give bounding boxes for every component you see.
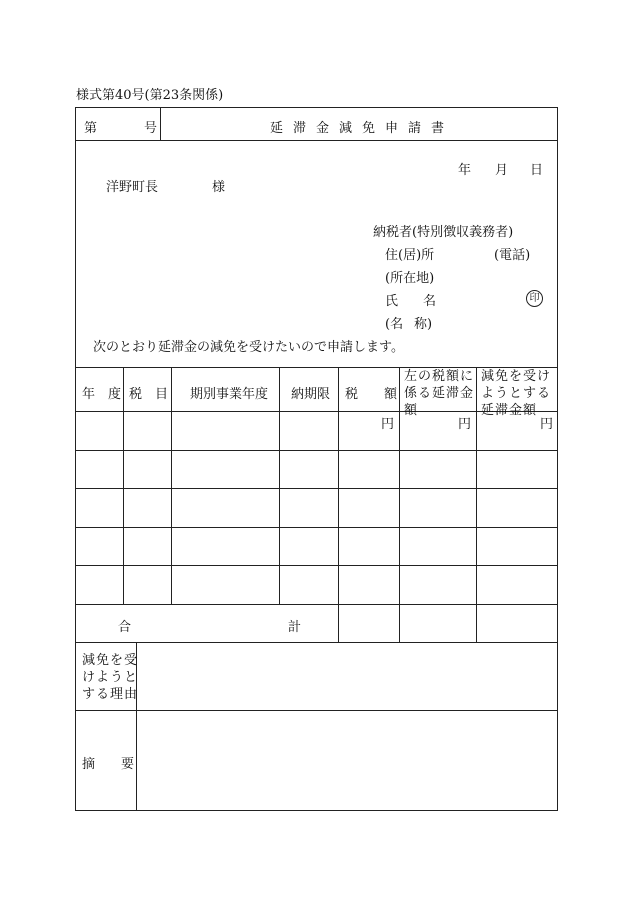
addressee-honorific: 様: [212, 180, 226, 195]
date-year: 年: [458, 163, 472, 178]
form-title: 延滞金減免申請書: [270, 121, 455, 136]
row-line-2: [75, 488, 558, 489]
applicant-heading: 納税者(特別徴収義務者): [373, 225, 514, 240]
title-label-1: (名: [385, 317, 404, 332]
date-day: 日: [530, 163, 544, 178]
unit-late-fee: 円: [458, 417, 472, 432]
reason-section: [75, 642, 558, 711]
form-number: 様式第40号(第23条関係): [76, 88, 224, 103]
name-label-2: 名: [423, 294, 437, 309]
col-divider-1: [123, 367, 124, 604]
col-divider-4: [338, 367, 339, 643]
address-label: 住(居)所: [385, 248, 435, 263]
phone-label: (電話): [494, 248, 531, 263]
col-header-amount: 税 額: [345, 387, 398, 402]
col-header-period: 期別事業年度: [190, 387, 269, 402]
applicant-section: [75, 140, 558, 368]
header-divider: [160, 107, 161, 141]
col-divider-3: [279, 367, 280, 604]
row-line-3: [75, 527, 558, 528]
title-label-2: 称): [414, 317, 433, 332]
row-line-1: [75, 450, 558, 451]
unit-amount: 円: [381, 417, 395, 432]
col-header-tax-item: 税 目: [129, 387, 169, 402]
col-header-due: 納期限: [291, 387, 331, 402]
col-divider-2: [171, 367, 172, 604]
addressee-name: 洋野町長: [106, 180, 159, 195]
seal-mark: 印: [526, 290, 543, 307]
number-label-left: 第: [84, 121, 98, 136]
row-line-4: [75, 565, 558, 566]
request-text: 次のとおり延滞金の減免を受けたいので申請します。: [93, 340, 404, 355]
location-label: (所在地): [385, 271, 435, 286]
col-divider-6: [476, 367, 477, 643]
total-label-1: 合: [118, 620, 132, 635]
remarks-section: [75, 710, 558, 811]
row-line-5: [75, 604, 558, 605]
date-month: 月: [495, 163, 509, 178]
col-header-year: 年 度: [82, 387, 122, 402]
reason-label: 減免を受 けようと する理由: [82, 653, 139, 702]
unit-reduction: 円: [540, 417, 554, 432]
remarks-label: 摘 要: [82, 757, 135, 772]
total-label-2: 計: [288, 620, 302, 635]
name-label-1: 氏: [385, 294, 399, 309]
col-header-reduction: 減免を受け ようとする 延滞金額: [481, 369, 552, 418]
number-label-right: 号: [144, 121, 158, 136]
col-divider-5: [399, 367, 400, 643]
col-header-late-fee: 左の税額に 係る延滞金 額: [404, 369, 475, 418]
